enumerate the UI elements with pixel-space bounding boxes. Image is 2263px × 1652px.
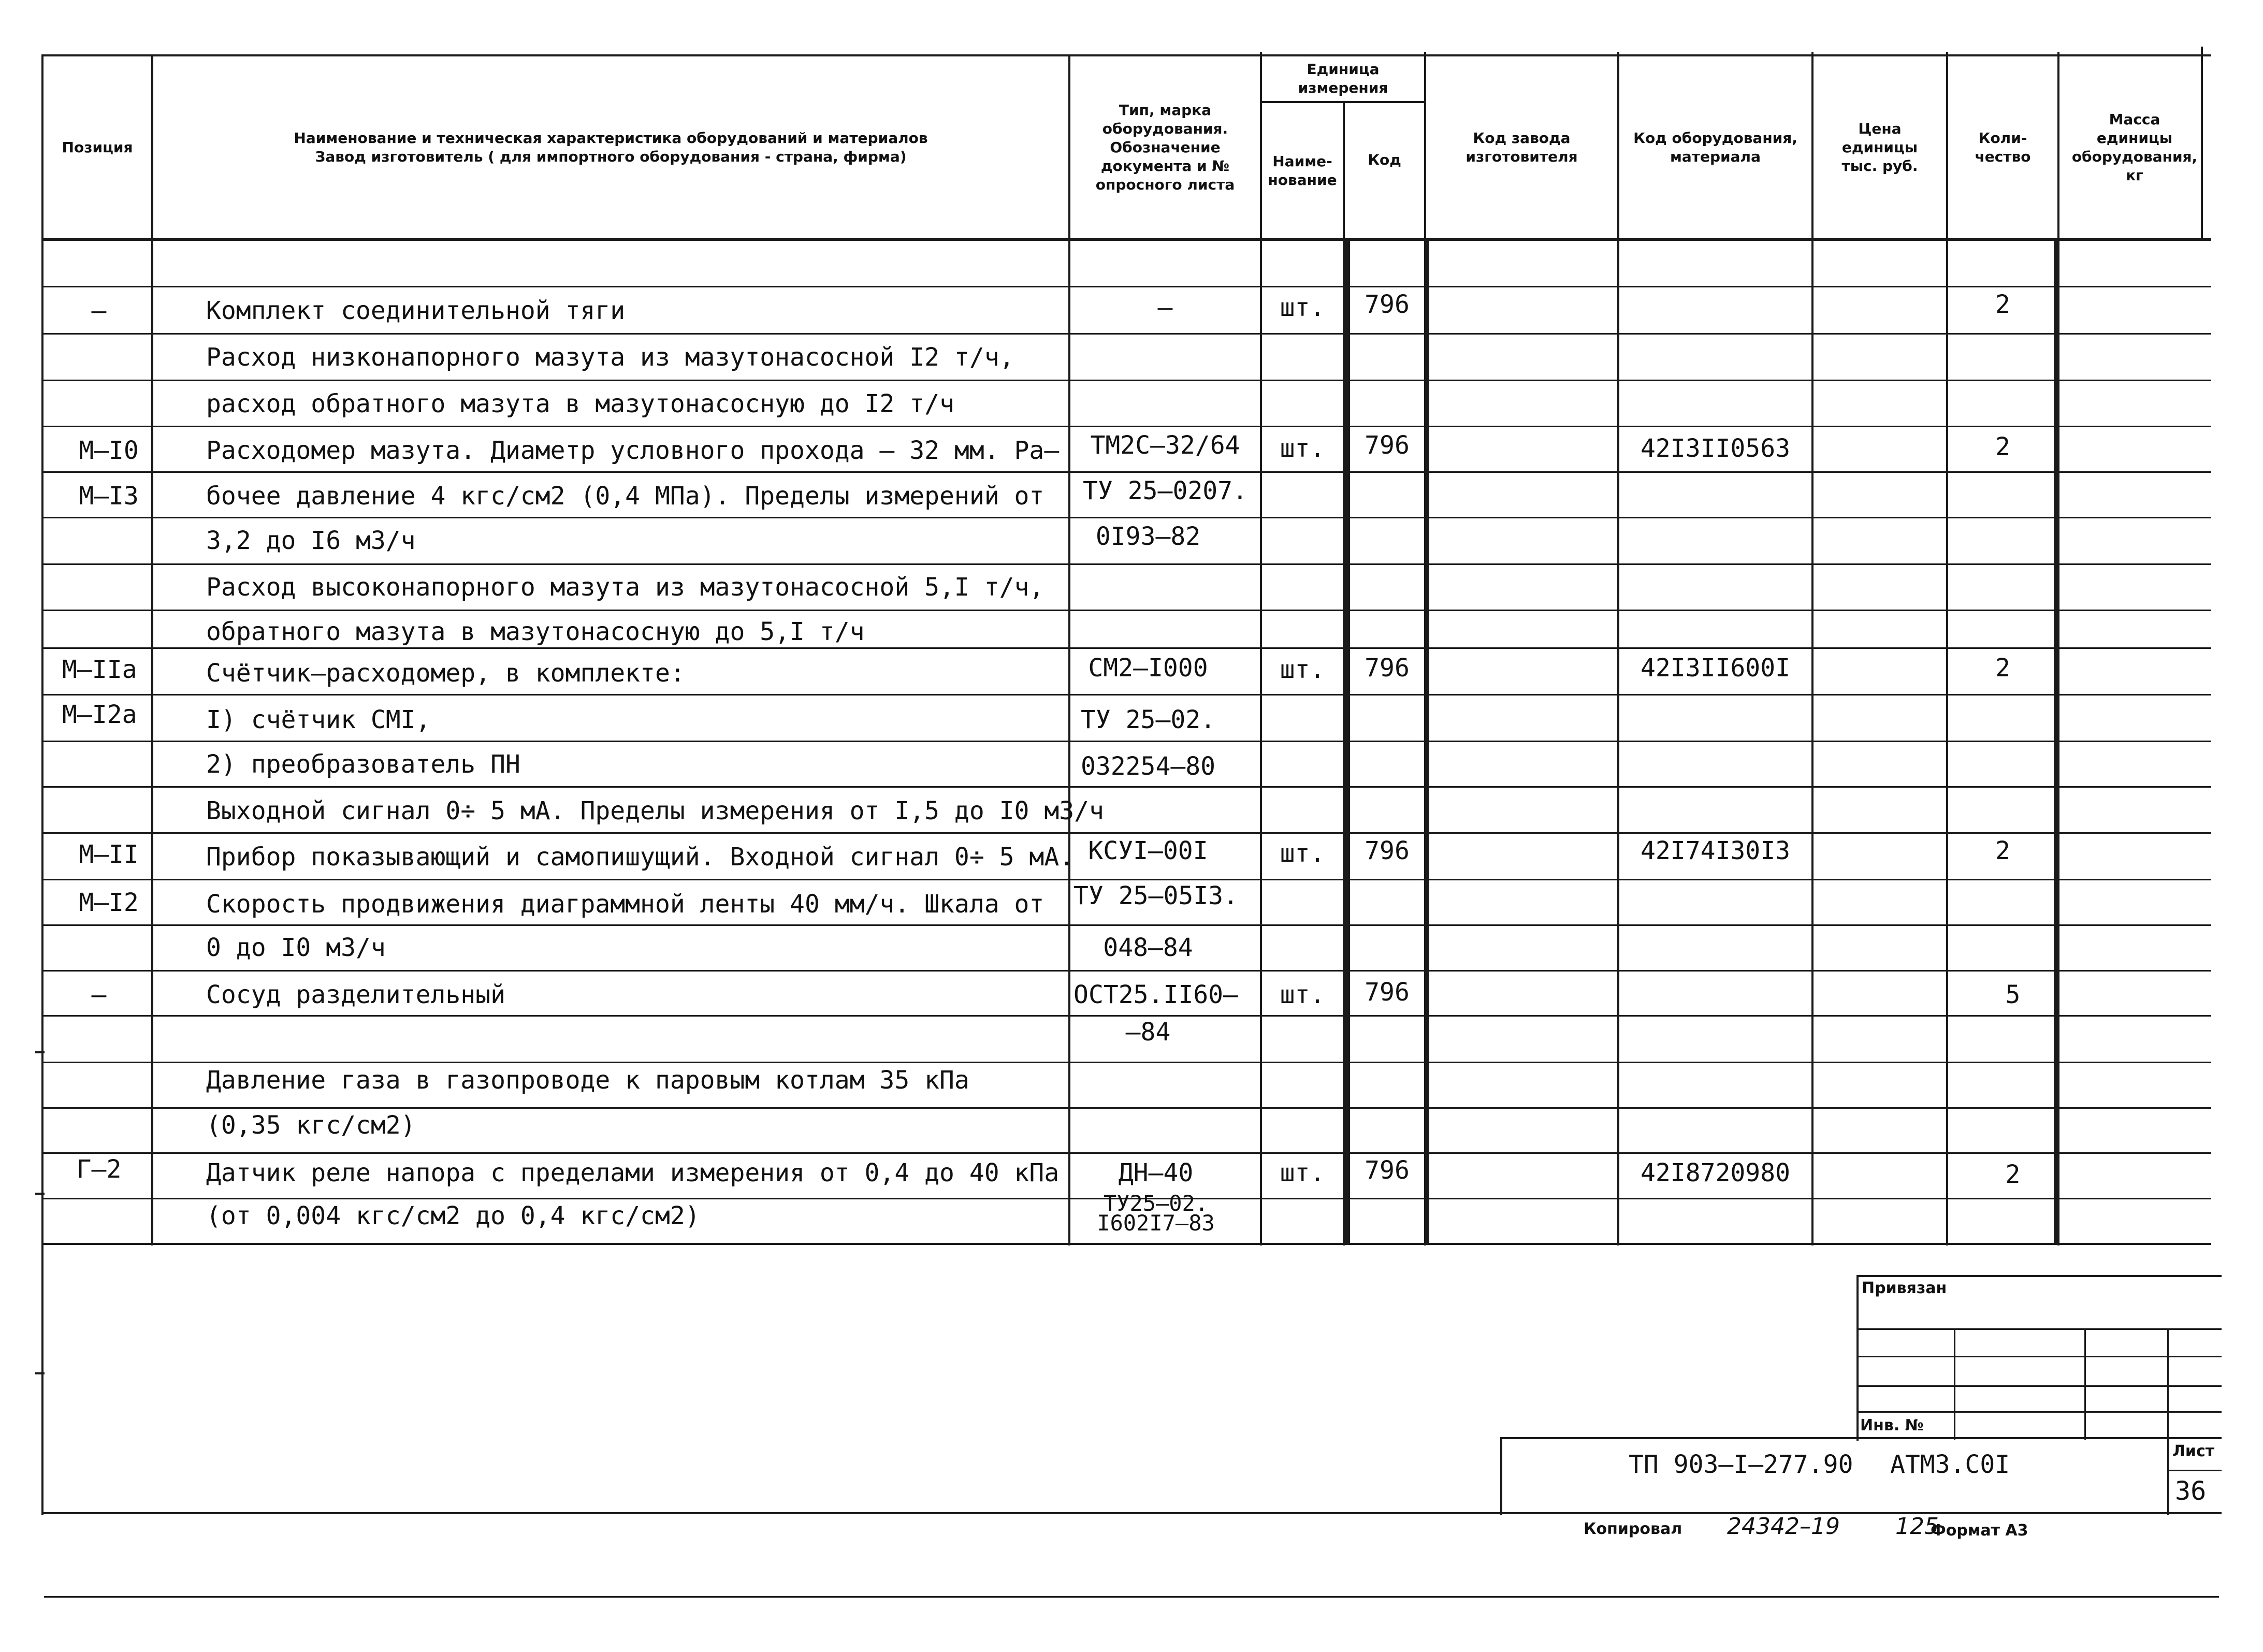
row-name: Расход высоконапорного мазута из мазутонасосной 5,I т/ч, [206,573,1045,602]
row-equipment-code: 42I74I30I3 [1641,836,1790,865]
row-type: КСУI–00I [1088,836,1208,865]
row-code: 796 [1365,1156,1410,1185]
frame-bottom [41,1512,2222,1514]
bound-label: Привязан [1862,1279,1947,1297]
tb-box-left [1856,1275,1859,1441]
copied-label: Копировал [1584,1520,1682,1538]
row-type: 048–84 [1103,933,1193,962]
row-name: Расход низконапорного мазута из мазутонасосной I2 т/ч, [206,343,1014,372]
row-name: (0,35 кгс/см2) [206,1111,416,1140]
row-position: М–IIа [62,655,137,684]
header-bottom [41,238,2211,241]
row-unit: шт. [1280,980,1325,1009]
row-unit: шт. [1280,1158,1325,1187]
row-quantity: 2 [2005,1160,2021,1189]
row-quantity: 2 [1995,432,2010,461]
stamp-left [1500,1437,1502,1515]
doc-number: ТП 903–I–277.90 [1629,1450,1853,1479]
header-equipment-code: Код оборудования, материала [1633,129,1797,165]
row-name: (от 0,004 кгс/см2 до 0,4 кгс/см2) [206,1201,700,1230]
row-name: 3,2 до I6 м3/ч [206,526,416,555]
row-equipment-code: 42I8720980 [1641,1158,1790,1187]
inv-label: Инв. № [1860,1416,1924,1434]
row-equipment-code: 42I3II0563 [1641,434,1790,463]
row-position: Г–2 [76,1155,122,1184]
row-name: обратного мазута в мазутонасосную до 5,I т/ч [206,617,865,646]
header-mass: Масса единицы оборудования, кг [2071,110,2198,184]
row-name: 0 до I0 м3/ч [206,933,386,962]
frame-left [41,54,43,1515]
row-name: Прибор показывающий и самопишущий. Входной сигнал 0÷ 5 мА. [206,843,1075,872]
header-unit: Единица измерения [1298,61,1388,96]
row-name: Расходомер мазута. Диаметр условного прохода – 32 мм. Ра– [206,436,1060,465]
row-code: 796 [1365,836,1410,865]
row-type: ТУ 25–0207. [1083,476,1247,505]
row-type: –84 [1125,1018,1171,1047]
row-name: расход обратного мазута в мазутонасосную до I2 т/ч [206,389,954,418]
row-equipment-code: 42I3II600I [1641,654,1790,683]
sheet-number: 36 [2175,1476,2207,1506]
row-position: – [91,980,107,1009]
row-type: – [1157,293,1173,322]
num-125: 125 [1895,1513,1939,1540]
header-unit-name: Наиме- нование [1268,152,1337,189]
body-bottom [41,1243,2211,1245]
row-name: Сосуд разделительный [206,980,505,1009]
row-type: СМ2–I000 [1088,654,1208,683]
row-type: ОСТ25.II60– [1074,980,1238,1009]
row-position: М–I2а [62,700,137,729]
row-name: 2) преобразователь ПН [206,750,520,779]
row-unit: шт. [1280,839,1325,868]
order-number: 24342–19 [1727,1513,1840,1540]
row-name: Счётчик–расходомер, в комплекте: [206,659,685,688]
row-quantity: 2 [1995,290,2010,319]
row-quantity: 2 [1995,836,2010,865]
row-unit: шт. [1280,293,1325,322]
row-unit: шт. [1280,434,1325,463]
header-name: Наименование и техническая характеристика оборудований и материалов Завод изготовитель ( для импортного оборудования - страна, фирма) [294,129,928,165]
row-position: – [91,296,107,325]
row-quantity: 2 [1995,654,2010,683]
header-unit-code: Код [1368,151,1401,168]
doc-code: АТМ3.С0I [1890,1450,2010,1479]
row-type: ТУ25–02. I602I7–83 [1097,1191,1215,1236]
row-name: Датчик реле напора с пределами измерения от 0,4 до 40 кПа [206,1158,1060,1187]
header-position: Позиция [62,138,133,156]
row-name: I) счётчик СМI, [206,705,431,734]
sheet-label: Лист [2172,1442,2215,1460]
row-type: 0I93–82 [1095,522,1201,551]
row-name: Давление газа в газопроводе к паровым котлам 35 кПа [206,1066,969,1095]
row-name: бочее давление 4 кгс/см2 (0,4 МПа). Пределы измерений от [206,482,1045,511]
row-code: 796 [1365,431,1410,460]
row-position: М–II [79,840,139,869]
row-unit: шт. [1280,655,1325,684]
row-code: 796 [1365,978,1410,1007]
row-type: ТУ 25–02. [1080,705,1216,734]
row-type: ТМ2С–32/64 [1090,431,1240,460]
row-position: М–I3 [79,482,139,511]
row-type: ТУ 25–05I3. [1074,881,1238,910]
row-name: Скорость продвижения диаграммной ленты 40 мм/ч. Шкала от [206,890,1045,919]
row-code: 796 [1365,654,1410,683]
row-quantity: 5 [2005,980,2021,1009]
header-type: Тип, марка оборудования. Обозначение документа и № опросного листа [1095,101,1235,193]
row-position: М–I2 [79,888,139,917]
row-type: ДН–40 [1118,1158,1194,1187]
tb-box-top [1856,1275,2222,1277]
bottom-rule [44,1596,2219,1598]
row-name: Комплект соединительной тяги [206,296,626,325]
row-position: М–I0 [79,436,139,465]
header-quantity: Коли- чество [1975,129,2031,165]
stamp-top [1500,1437,2222,1439]
header-price: Цена единицы тыс. руб. [1841,120,1918,175]
header-factory-code: Код завода изготовителя [1466,129,1578,165]
row-code: 796 [1365,290,1410,319]
row-name: Выходной сигнал 0÷ 5 мА. Пределы измерения от I,5 до I0 м3/ч [206,796,1104,825]
format-label: Формат А3 [1931,1521,2028,1540]
row-type: 032254–80 [1080,752,1216,781]
sheet-box-left [2167,1437,2169,1515]
